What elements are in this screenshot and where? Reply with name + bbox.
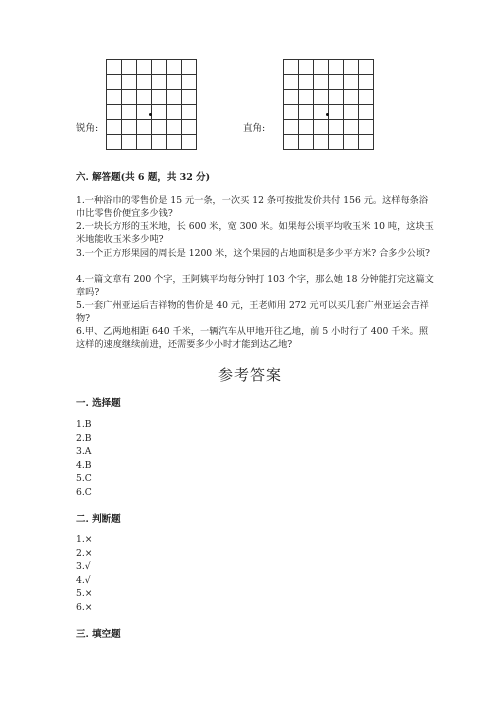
judge-heading: 二. 判断题 (76, 514, 121, 525)
judge-answers (76, 533, 92, 614)
fill-heading: 三. 填空题 (76, 629, 121, 640)
question-6: 6.甲、乙两地相距 640 千米，一辆汽车从甲地开往乙地，前 5 小时行了 400 千米。照这样的速度继续前进，还需要多少小时才能到达乙地? (76, 326, 429, 351)
judge-answer: 6.× (76, 601, 93, 613)
judge-answer: 2.× (76, 547, 93, 559)
answer-key-title: 参考答案 (217, 366, 282, 384)
question-3: 3.一个正方形果园的周长是 1200 米，这个果园的占地面积是多少平方米? 合多少公顷? (76, 248, 430, 259)
question-1: 1.一种浴巾的零售价是 15 元一条，一次买 12 条可按批发价共付 156 元。这样每条浴巾比零售价便宜多少钱? (76, 195, 429, 220)
choice-answer: 3.A (76, 446, 92, 457)
question-5: 5.一套广州亚运后吉祥物的售价是 40 元，王老师用 272 元可以买几套广州亚运会吉祥物? (76, 300, 429, 325)
right-angle-grid (283, 59, 374, 150)
choice-answer: 6.C (76, 486, 92, 498)
judge-answer: 1.× (76, 534, 93, 545)
right-grid-center-dot (326, 113, 329, 116)
question-4: 4.一篇文章有 200 个字，王阿姨平均每分钟打 103 个字，那么她 18 分钟能打完这篇文章吗? (76, 274, 434, 299)
section6-heading: 六. 解答题(共 6 题，共 32 分) (76, 172, 211, 183)
choice-answer: 4.B (76, 459, 92, 471)
judge-answer: 3.√ (76, 561, 91, 572)
choice-answer: 5.C (76, 473, 92, 484)
acute-grid-center-dot (149, 113, 152, 116)
choice-answers (76, 418, 92, 499)
judge-answer: 5.× (76, 588, 93, 599)
acute-angle-grid (106, 59, 197, 150)
right-angle-label: 直角: (243, 123, 266, 134)
choice-answer: 1.B (76, 419, 92, 430)
acute-angle-label: 锐角: (76, 123, 99, 134)
choice-heading: 一. 选择题 (76, 398, 121, 409)
judge-answer: 4.√ (76, 574, 91, 586)
choice-answer: 2.B (76, 432, 92, 444)
question-2: 2.一块长方形的玉米地，长 600 米，宽 300 米。如果每公顷平均收玉米 10 吨，这块玉米地能收玉米多少吨? (76, 221, 434, 246)
